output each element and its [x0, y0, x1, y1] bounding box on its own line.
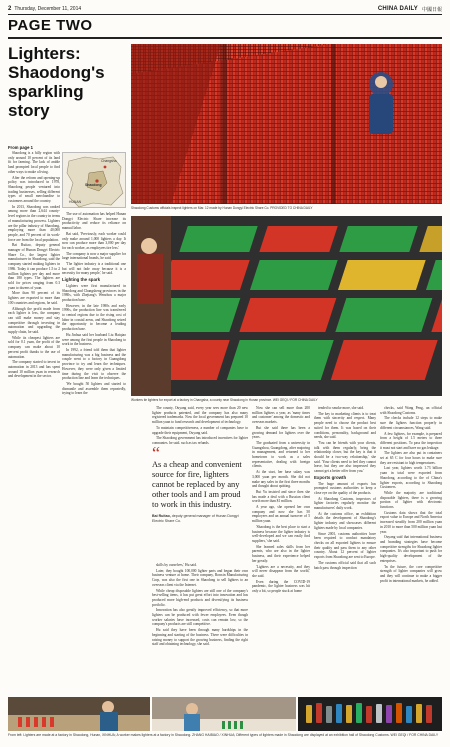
bottom-photo-middle	[152, 697, 296, 731]
paragraph: In 1992, a friend told them that lighter manufacturing was a big business and the couple went to a factory in Guangdong province to try and learn the techniques. However, they were only given a limited time during the visit to observe the production line and learn the techniques.	[62, 347, 126, 381]
page-number: 2	[8, 6, 12, 12]
page-date: Thursday, December 11, 2014	[14, 6, 82, 12]
section-rule	[8, 37, 442, 39]
article-column-2	[62, 212, 126, 727]
map-label-shaodong: Shaodong	[85, 183, 102, 187]
factory-lighters-image	[8, 697, 150, 731]
article-column-1	[8, 151, 60, 727]
paragraph: At the customs office, an exhibition details the development of Shaodong's lighter industry and showcases different lighters made by local companies.	[314, 511, 376, 530]
workers-tying-lighters-image	[131, 216, 442, 396]
paragraph: Now she can sell more than 200 million lighters a year, as 'many times and customer' among the domestic and overseas markets.	[252, 406, 310, 425]
article-column-5	[252, 406, 310, 694]
paragraph: More than 90 percent of its lighters are exported to more than 100 countries and regions, he said.	[8, 291, 60, 305]
map-label-hunan: HUNAN	[69, 200, 82, 204]
paragraph: The lighters are also put in containers set at 65 C for four hours to make sure they are resistant to high temperatures.	[380, 451, 442, 465]
paragraph: The company is now a major supplier for large international brands, he said.	[62, 251, 126, 261]
paragraph: While its cheapest lighters are sold for 0.1 yuan, the profit of the company can make about 10 percent profit thanks to the use of automation.	[8, 335, 60, 359]
paragraph: While cheap disposable lighters are still one of the company's best-selling items, it has put great effort into innovation and has produced more high-end products and diversifying its business portfolio.	[152, 588, 248, 607]
lighter-display-image	[298, 697, 442, 731]
paragraph: A few lighters, for example, is prepared from a height of 1.5 meters to three different positions. To pass the inspection it must not start and have no gas leakage.	[380, 431, 442, 450]
headline-line-2: Shaodong's	[8, 63, 105, 82]
paragraph: checks, said Wang Peng, an official with Shaodong Customs.	[380, 406, 442, 415]
paragraph: Hu Jinhua said her husband Liu Haiqiao were among the first people in Shaodong to work in the business.	[62, 332, 126, 347]
paragraph: Customs data shows that the total export value to Europe and North America increased steadily from 200 million yuan in 2010 to more than 500 million yuan last year.	[380, 510, 442, 534]
paragraph: However, in the late 1980s and early 1990s, the production line was transferred to central regions due to the rising cost of labor in coastal areas, and Shaodong seized the opportunity to become a leading production base.	[62, 303, 126, 332]
paragraph: 'The lighter industry is a traditional one but will not fade away because it is a necessity for many people,' he said.	[62, 262, 126, 276]
paragraph: The huge amount of exports has prompted customs authorities to keep a close eye on the quality of the products.	[314, 481, 376, 495]
paragraph: At the start, her base salary was 3,000 yuan per month. She did not make any sales in the first three months and thought about quitting.	[252, 470, 310, 489]
paragraph: The checks include 12 steps to make sure the lighters function properly in different circumstances, Wang said.	[380, 416, 442, 430]
location-map	[62, 152, 126, 208]
pull-quote-attribution	[152, 514, 248, 523]
paragraph: Bai Ruitao, deputy general manager of Hunan Dongyi Electric Share Co., the largest lighter manufacturer in Shaodong, said the company started making lighters in 1986. Today it can produce 1.5 to 2 million lighters per day and more than 180 types. The lighters are sold for prices ranging from 0.3 yuan to dozens of yuan.	[8, 243, 60, 290]
paragraph: 'You can be friends with your clients, talk with them regularly, bring the relationship closer, but the key is that it should be a two-way relationship,' she said. 'Your clients need to feel they cannot leave, but they are also impressed they cannot get a better offer from you.'	[314, 440, 376, 474]
paragraph: In 2013, Shaodong was ranked among more than 2,644 county-level regions in the country in terms of manufacturing prowess. Lighters are the pillar industry of Shaodong, employing more than 40,000 people, and 70 percent of its work-force are from the local population.	[8, 204, 60, 242]
byline: From page 1	[8, 145, 33, 150]
headline-line-1: Lighters:	[8, 44, 81, 63]
quote-speaker-name: Bai Ruitao,	[152, 514, 171, 518]
bottom-photo-right	[298, 697, 442, 731]
paragraph: Later, they bought 100,000 lighter parts and began their own business venture at home. Their company, Ronxin Manufacturing Corp, was also the first one in Shaodong to sell lighters to an overseas client via the Internet.	[152, 568, 248, 587]
pull-quote	[152, 443, 248, 523]
pull-quote-text: As a cheap and convenient source for fire, lighters cannot be replaced by any other tools and I am proud to work in this industry.	[152, 460, 242, 509]
bottom-photo-caption: From left: Lighters are made at a factory in Shaodong, Hunan, XINHUA; A worker makes lighters at a factory in Shaodong. ZHANG HAIBIAO / XINHUA; Different types of lighters made in Shaodong are displayed at an exhibition hall of Shaodong Customs. WEI GEQI / FOR CHINA DAILY	[8, 733, 439, 737]
page-header	[8, 4, 442, 14]
middle-photo-caption: Workers tie lighters for export at a factory in Changsha, a county near Shaodong in Hunan province. WEI GEQI / FOR CHINA DAILY	[131, 398, 318, 402]
paragraph: 'In the future, the core competitive strength of lighter companies will grow and they will continue to make a bigger profit in international markets, he added.	[380, 564, 442, 583]
map-label-changsha: Changsha	[101, 159, 117, 163]
paragraph: But she said there has been a growing demand for lighters over the years.	[252, 425, 310, 440]
headline-line-3: sparkling story	[8, 82, 84, 120]
paragraph: Innovation has also greatly improved efficiency, so that more lighters can be produced with fewer employees. Even though worker salaries have increased, costs can remain low, so the company's products are still competitive.	[152, 608, 248, 627]
top-photo-caption: Shaodong Customs officials inspect lighters on Mar. 12 made by Hunan Dongyi Electric Share Co. PROVIDED TO CHINA DAILY	[131, 206, 313, 210]
paragraph: 'We bought 50 lighters and started to dismantle and assemble them repeatedly, trying to learn the	[62, 381, 126, 396]
paragraph: tended to smoke more, she said.	[318, 406, 365, 410]
paragraph: Shaodong is a hilly region with only around 10 percent of its land fit for farming. The lack of arable land prompted local people to find other ways to make a living.	[8, 151, 60, 174]
paragraph: Since 2001, customs authorities have been required to conduct mandatory checks on all exported lighters to ensure their quality and pass them to any other country. About 12 percent of lighter exports from Shaodong are sent to Europe.	[314, 531, 376, 560]
headline	[8, 44, 126, 120]
paragraph: The use of automation has helped Hunan Dongyi Electric Share increase its productivity and reduce its reliance on manual labor.	[62, 212, 126, 231]
paragraph: 'Shaodong is the best place to start a business because the lighter industry is well-developed and we can easily find suppliers,' she said.	[252, 524, 310, 543]
paragraph: Hu said they have been through many hardships in the beginning and starting of the business. There were difficulties in raising money to support the growing business, finding the right staff and obtaining technology, she said.	[152, 628, 248, 647]
article-column-diversifying	[152, 406, 248, 444]
paragraph: While the majority are traditional disposable lighters, there is a growing portion of lighter with electronic functions.	[380, 490, 442, 510]
paragraph: A year ago, she opened her own company and now she has 50 employees and an annual turnover of 5 million yuan.	[252, 505, 310, 524]
paragraph: Even during the COVID-19 pandemic, the lighter business was hit only a bit, so people stuck at home	[252, 579, 310, 594]
subheading: Lighting the spark	[62, 277, 101, 283]
paragraph: Bai said, 'Previously, each worker could only make around 1,000 lighters a day. It now can produce more than 3,000 per day for each worker, as employees tire less.'	[62, 231, 126, 250]
article-column-7	[380, 406, 442, 694]
quote-speaker-title: deputy general manager of Hunan Dongyi Electric Share Co.	[152, 514, 239, 523]
bottom-photo-left	[8, 697, 150, 731]
paragraph: After the reform and opening-up policy was introduced in 1978, Shaodong people ventured into trading businesses, selling different types of small merchandise to customers around the country.	[8, 175, 60, 204]
paragraph: Ouyang said that international business and branding strategies have become competitive strengths for Shaodong lighter companies. It's also important to push for high-quality development of the enterprises.	[380, 535, 442, 563]
middle-photo	[131, 216, 442, 396]
subheading: Exports growth	[314, 474, 347, 480]
paragraph: She learned sales skills from her parents, who are also in the lighter business, and their experience helped her greatly.	[252, 544, 310, 563]
article-column-4	[152, 563, 248, 693]
section-title: PAGE TWO	[8, 17, 93, 34]
paragraph: The company started to invest in automation in 2013 and has spent around 10 million yuan in research and development in the sector.	[8, 360, 60, 379]
paragraph: Although the profit made from each lighter is less, the company can still make money and stay competitive through investing in automation and upgrading the supply chain, he said.	[8, 306, 60, 335]
paragraph: But Yu insisted and since then she has made a deal with a Russian client worth more than $1 million.	[252, 489, 310, 504]
worker-making-lighters-image	[152, 697, 296, 731]
masthead-brand-chinese: 中國日報	[421, 6, 442, 13]
paragraph: Lighters were first manufactured in Shaodong and Changsheng provinces in the 1980s, with Zhejiang's Wenzhou a major production base.	[62, 283, 126, 302]
masthead-brand: CHINA DAILY	[377, 6, 418, 12]
lighters-in-trays-image	[131, 44, 442, 204]
paragraph: The key to marketing clients is to treat them with sincerity and respect. Many people need to choose the product best suited for them. It was based on their conditions, personality, background and needs, she said.	[314, 411, 376, 440]
paragraph: The graduated from a university in Guangzhou, Guangdong, after majoring in management, and returned to her hometown to work as a sales representative, dealing with foreign clients.	[252, 440, 310, 469]
paragraph: At Shaodong Customs, inspectors of lighter factories regularly monitor the manufacturers' daily work.	[314, 496, 376, 511]
paragraph: The customs official said that all such batch pass through inspection	[314, 560, 376, 570]
header-rule	[8, 14, 442, 15]
paragraph: Last year, lighters worth 1.73 billion yuan in total were exported from Shaodong, according to the of China's lighter exports, according to Shaodong Customers.	[380, 466, 442, 490]
paragraph: The county, Ouyang said, every year sees more than 20 new lighter products patented, and the company has also many registered trademarks. Now the local government has prepared 10 million yuan to fund research and development of technology.	[152, 406, 248, 425]
article-column-6	[314, 406, 376, 694]
paragraph: 'Lighters are a necessity, and they will never disappear from the world,' she said.	[252, 564, 310, 578]
top-photo	[131, 44, 442, 204]
paragraph: To maintain competitiveness, a number of companies have to upgrade their equipment, Ouyang said.	[152, 425, 248, 435]
paragraph: skills by ourselves,' Hu said.	[156, 563, 197, 567]
quote-mark: “	[152, 443, 160, 463]
paragraph: The Shaodong government has introduced incentives for lighter companies, he said, such as tax refunds.	[152, 436, 248, 444]
